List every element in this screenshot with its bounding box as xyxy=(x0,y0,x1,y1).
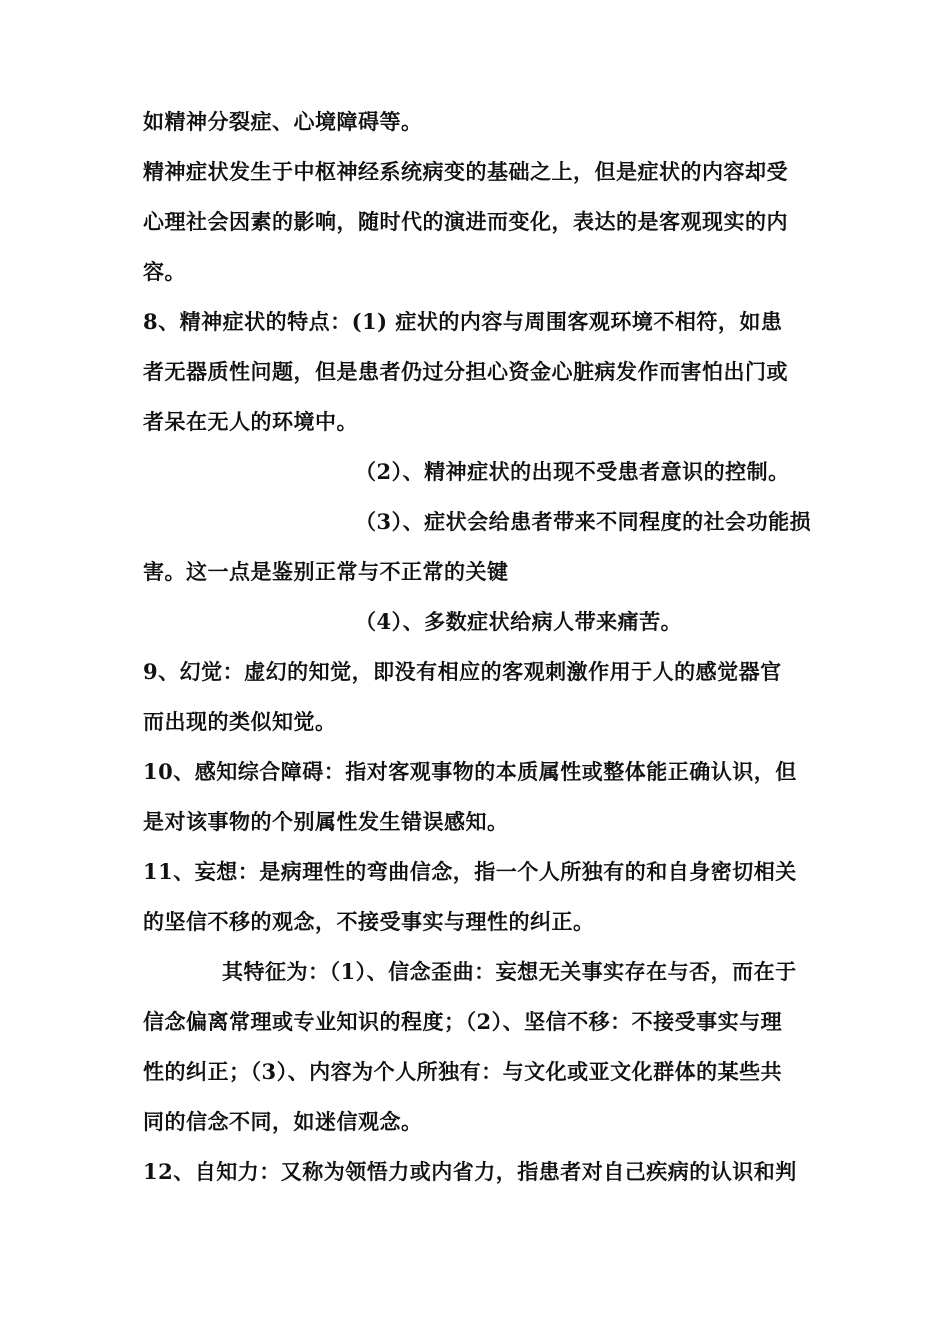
text-line: 信念偏离常理或专业知识的程度；（2）、坚信不移：不接受事实与理 xyxy=(143,1009,783,1034)
text-line: 精神症状发生于中枢神经系统病变的基础之上，但是症状的内容却受 xyxy=(143,159,788,184)
text-line: 性的纠正；（3）、内容为个人所独有：与文化或亚文化群体的某些共 xyxy=(143,1059,783,1084)
text-line: 的坚信不移的观念，不接受事实与理性的纠正。 xyxy=(143,909,595,934)
section-9-heading: 9、幻觉：虚幻的知觉，即没有相应的客观刺激作用于人的感觉器官 xyxy=(143,659,782,684)
features-paragraph-start: 其特征为：（1）、信念歪曲：妄想无关事实存在与否，而在于 xyxy=(222,959,797,984)
sub-item-3: （3）、症状会给患者带来不同程度的社会功能损 xyxy=(355,509,812,534)
sub-item-4: （4）、多数症状给病人带来痛苦。 xyxy=(355,609,683,634)
text-line: 容。 xyxy=(143,259,186,284)
section-10-heading: 10、感知综合障碍：指对客观事物的本质属性或整体能正确认识，但 xyxy=(143,759,797,784)
text-line: 是对该事物的个别属性发生错误感知。 xyxy=(143,809,509,834)
text-line: 同的信念不同，如迷信观念。 xyxy=(143,1109,423,1134)
section-8-heading: 8、精神症状的特点：(1) 症状的内容与周围客观环境不相符，如患 xyxy=(143,309,783,334)
text-line: 心理社会因素的影响，随时代的演进而变化，表达的是客观现实的内 xyxy=(143,209,788,234)
section-11-heading: 11、妄想：是病理性的弯曲信念，指一个人所独有的和自身密切相关 xyxy=(143,859,797,884)
text-line: 而出现的类似知觉。 xyxy=(143,709,337,734)
text-line: 害。这一点是鉴别正常与不正常的关键 xyxy=(143,559,509,584)
text-line: 者无器质性问题，但是患者仍过分担心资金心脏病发作而害怕出门或 xyxy=(143,359,788,384)
text-line: 者呆在无人的环境中。 xyxy=(143,409,358,434)
section-12-heading: 12、自知力：又称为领悟力或内省力，指患者对自己疾病的认识和判 xyxy=(143,1159,797,1184)
sub-item-2: （2）、精神症状的出现不受患者意识的控制。 xyxy=(355,459,790,484)
text-line: 如精神分裂症、心境障碍等。 xyxy=(143,109,423,134)
